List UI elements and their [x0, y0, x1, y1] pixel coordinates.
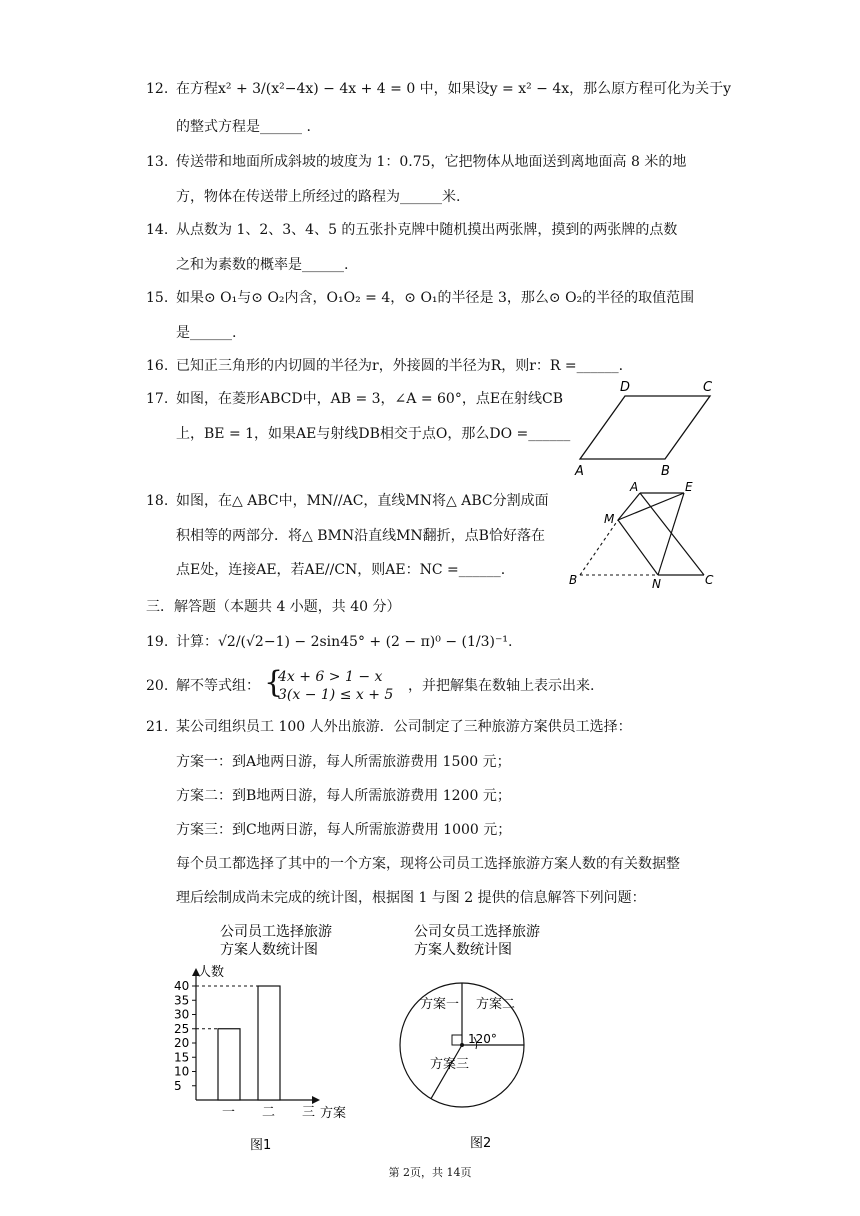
question-number: 13. [146, 154, 169, 170]
rhombus-shape [580, 396, 710, 459]
question-text: 积相等的两部分．将△ BMN沿直线MN翻折，点B恰好落在 [176, 528, 545, 544]
question-text: 如图，在△ ABC中，MN//AC，直线MN将△ ABC分割成面 [176, 493, 549, 509]
question-number: 15. [146, 290, 169, 306]
vertex-label-c: C [705, 573, 714, 587]
y-tick-label: 35 [174, 993, 190, 1008]
question-text: 是______. [176, 325, 237, 341]
question-suffix: ，并把解集在数轴上表示出来. [408, 678, 595, 694]
chart-title-line-1: 公司员工选择旅游 [220, 924, 332, 940]
x-axis-label: 方案 [320, 1106, 347, 1121]
question-text: 传送带和地面所成斜坡的坡度为 1：0.75，它把物体从地面送到离地面高 8 米的地 [176, 154, 687, 170]
pie-chart-figure-2 [392, 918, 542, 1158]
x-tick-label: 二 [262, 1105, 276, 1120]
vertex-label-d: D [620, 380, 631, 395]
chart-title-line-2: 方案人数统计图 [220, 942, 318, 958]
y-tick-label: 15 [174, 1050, 190, 1065]
pie-slice-label: 方案二 [476, 997, 516, 1012]
question-number: 21. [146, 719, 169, 735]
pie-slice-label: 方案三 [430, 1057, 470, 1072]
question-number: 20. [146, 678, 169, 694]
question-text: 的整式方程是______ . [176, 119, 311, 135]
x-tick-label: 三 [302, 1105, 316, 1120]
question-text: 如果⊙ O₁与⊙ O₂内含，O₁O₂ = 4，⊙ O₁的半径是 3，那么⊙ O₂的半径的取值范围 [176, 290, 695, 306]
question-number: 16. [146, 358, 169, 374]
y-tick-label: 40 [174, 979, 190, 993]
question-text: 方，物体在传送带上所经过的路程为______米. [176, 189, 461, 205]
question-text: 上，BE = 1，如果AE与射线DB相交于点O，那么DO =______ [176, 426, 571, 442]
vertex-label-c: C [703, 380, 713, 395]
bar-2 [258, 986, 280, 1100]
vertex-label-m: M [604, 512, 615, 526]
vertex-label-e: E [685, 480, 693, 494]
bar-chart-figure-1 [160, 918, 370, 1158]
x-axis-arrow [312, 1096, 320, 1104]
page-footer: 第 2页，共 14页 [388, 1166, 472, 1179]
question-text: 每个员工都选择了其中的一个方案，现将公司员工选择旅游方案人数的有关数据整 [176, 856, 680, 872]
inequality-2: 3(x − 1) ≤ x + 5 [278, 687, 394, 703]
plan-three: 方案三：到C地两日游，每人所需旅游费用 1000 元； [176, 822, 512, 838]
vertex-label-a: A [630, 480, 639, 494]
inequality-1: 4x + 6 > 1 − x [278, 669, 383, 685]
question-prefix: 解不等式组： [176, 678, 260, 694]
y-tick-label: 5 [174, 1078, 182, 1093]
x-tick-label: 一 [222, 1105, 236, 1120]
angle-annotation: 120° [468, 1032, 497, 1046]
vertex-label-n: N [652, 577, 661, 591]
triangle-fold-figure [566, 478, 726, 594]
question-text: 如图，在菱形ABCD中，AB = 3，∠A = 60°，点E在射线CB [176, 391, 564, 407]
y-axis-label: 人数 [198, 965, 225, 980]
pie-slice-label: 方案一 [420, 997, 460, 1012]
question-text: 从点数为 1、2、3、4、5 的五张扑克牌中随机摸出两张牌，摸到的两张牌的点数 [176, 222, 678, 238]
chart-caption: 图2 [470, 1136, 492, 1151]
y-tick-label: 20 [174, 1036, 190, 1050]
vertex-label-b: B [661, 464, 670, 479]
question-number: 14. [146, 222, 169, 238]
question-number: 19. [146, 634, 169, 650]
rhombus-figure [570, 374, 720, 480]
pie-center [460, 1043, 464, 1047]
y-tick-label: 25 [174, 1021, 190, 1036]
question-number: 18. [146, 493, 169, 509]
chart-title-line-1: 公司女员工选择旅游 [414, 924, 540, 940]
question-text: 计算：√2/(√2−1) − 2sin45° + (2 − π)⁰ − (1/3)⁻¹. [176, 634, 513, 650]
y-tick-label: 30 [174, 1007, 190, 1022]
question-number: 17. [146, 391, 169, 407]
chart-caption: 图1 [250, 1138, 272, 1153]
section-title: 三．解答题（本题共 4 小题，共 40 分） [146, 599, 401, 615]
question-text: 理后绘制成尚未完成的统计图，根据图 1 与图 2 提供的信息解答下列问题： [176, 890, 646, 906]
question-number: 12. [146, 81, 169, 97]
question-text: 在方程x² + 3/(x²−4x) − 4x + 4 = 0 中，如果设y = x² − 4x，那么原方程可化为关于y [176, 81, 732, 97]
bar-1 [218, 1029, 240, 1100]
question-text: 点E处，连接AE，若AE//CN，则AE：NC =______. [176, 562, 506, 578]
question-text: 某公司组织员工 100 人外出旅游．公司制定了三种旅游方案供员工选择： [176, 719, 632, 735]
question-text: 已知正三角形的内切圆的半径为r，外接圆的半径为R，则r：R =______. [176, 358, 624, 374]
plan-one: 方案一：到A地两日游，每人所需旅游费用 1500 元； [176, 754, 511, 770]
chart-title-line-2: 方案人数统计图 [414, 942, 512, 958]
vertex-label-a: A [575, 464, 584, 479]
y-tick-label: 10 [174, 1064, 190, 1079]
question-text: 之和为素数的概率是______. [176, 257, 349, 273]
plan-two: 方案二：到B地两日游，每人所需旅游费用 1200 元； [176, 788, 511, 804]
vertex-label-b: B [569, 573, 578, 587]
